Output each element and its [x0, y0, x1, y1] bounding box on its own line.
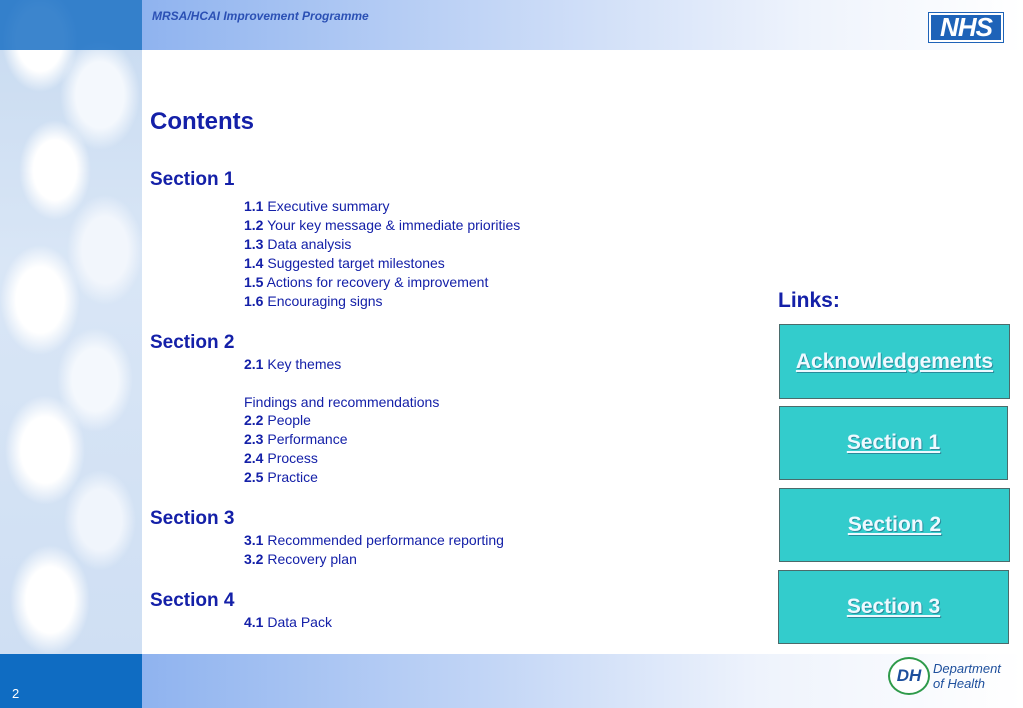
toc-item-number: 2.5: [244, 469, 264, 485]
programme-title: MRSA/HCAI Improvement Programme: [152, 9, 369, 23]
header-corner-block: [0, 0, 142, 50]
toc-item: [244, 274, 488, 290]
toc-item-label: Actions for recovery & improvement: [266, 274, 489, 290]
toc-item-number: 4.1: [244, 614, 264, 630]
toc-item-number: 2.4: [244, 450, 264, 466]
toc-item-number: 2.1: [244, 356, 264, 372]
toc-item: [244, 293, 383, 309]
dh-logo-mark: DH: [888, 657, 930, 695]
toc-item-label: People: [267, 412, 311, 428]
section-3-heading: Section 3: [150, 508, 235, 529]
toc-item-label: Suggested target milestones: [267, 255, 445, 271]
section-4-heading: Section 4: [150, 590, 235, 611]
toc-item: [244, 450, 318, 466]
section-2-link-button[interactable]: [779, 488, 1010, 562]
toc-item-number: 1.5: [244, 274, 264, 290]
page-title: Contents: [150, 108, 254, 135]
footer-corner-block: [0, 654, 142, 708]
toc-item: [244, 431, 348, 447]
findings-subheading: Findings and recommendations: [244, 394, 440, 410]
toc-item: [244, 532, 504, 548]
toc-item-label: Encouraging signs: [267, 293, 383, 309]
section-1-heading: Section 1: [150, 169, 235, 190]
toc-item-label: Recommended performance reporting: [267, 532, 504, 548]
link-button-label: Section 3: [846, 595, 941, 618]
toc-item: [244, 469, 318, 485]
toc-item-number: 3.1: [244, 532, 264, 548]
link-button-label: Section 1: [846, 431, 941, 454]
toc-item: [244, 255, 445, 271]
toc-item: [244, 412, 311, 428]
toc-item-label: Key themes: [267, 356, 342, 372]
toc-item-number: 2.2: [244, 412, 264, 428]
decorative-side-panel: [0, 0, 142, 654]
toc-item-label: Performance: [267, 431, 348, 447]
toc-item-number: 3.2: [244, 551, 264, 567]
header-bar: [142, 0, 1023, 50]
toc-item-number: 1.1: [244, 198, 264, 214]
toc-item: [244, 614, 332, 630]
toc-item-label: Recovery plan: [267, 551, 357, 567]
toc-item: [244, 356, 341, 372]
page-number: 2: [12, 686, 20, 701]
toc-item: [244, 236, 351, 252]
section-1-link-button[interactable]: [779, 406, 1008, 480]
toc-item-number: 1.2: [244, 217, 264, 233]
section-2-heading: Section 2: [150, 332, 235, 353]
toc-item-label: Data analysis: [267, 236, 352, 252]
toc-item-label: Your key message & immediate priorities: [267, 217, 521, 233]
dh-logo-text: [933, 661, 1001, 691]
nhs-logo: NHS: [929, 13, 1003, 42]
dh-logo-line2: of Health: [933, 676, 986, 691]
dh-logo-line1: Department: [933, 661, 1001, 676]
links-label: Links:: [778, 289, 840, 312]
toc-item-number: 2.3: [244, 431, 264, 447]
toc-item-label: Practice: [267, 469, 318, 485]
department-of-health-logo: [888, 657, 1001, 695]
link-button-label: Section 2: [847, 513, 942, 536]
toc-item: [244, 198, 390, 214]
toc-item-number: 1.3: [244, 236, 264, 252]
acknowledgements-link-button[interactable]: [779, 324, 1010, 399]
toc-item: [244, 551, 357, 567]
link-button-label: Acknowledgements: [795, 349, 994, 373]
toc-item-number: 1.6: [244, 293, 264, 309]
toc-item-label: Executive summary: [267, 198, 390, 214]
toc-item-number: 1.4: [244, 255, 264, 271]
toc-item-label: Process: [267, 450, 318, 466]
toc-item-label: Data Pack: [267, 614, 332, 630]
section-3-link-button[interactable]: [778, 570, 1009, 644]
toc-item: [244, 217, 520, 233]
